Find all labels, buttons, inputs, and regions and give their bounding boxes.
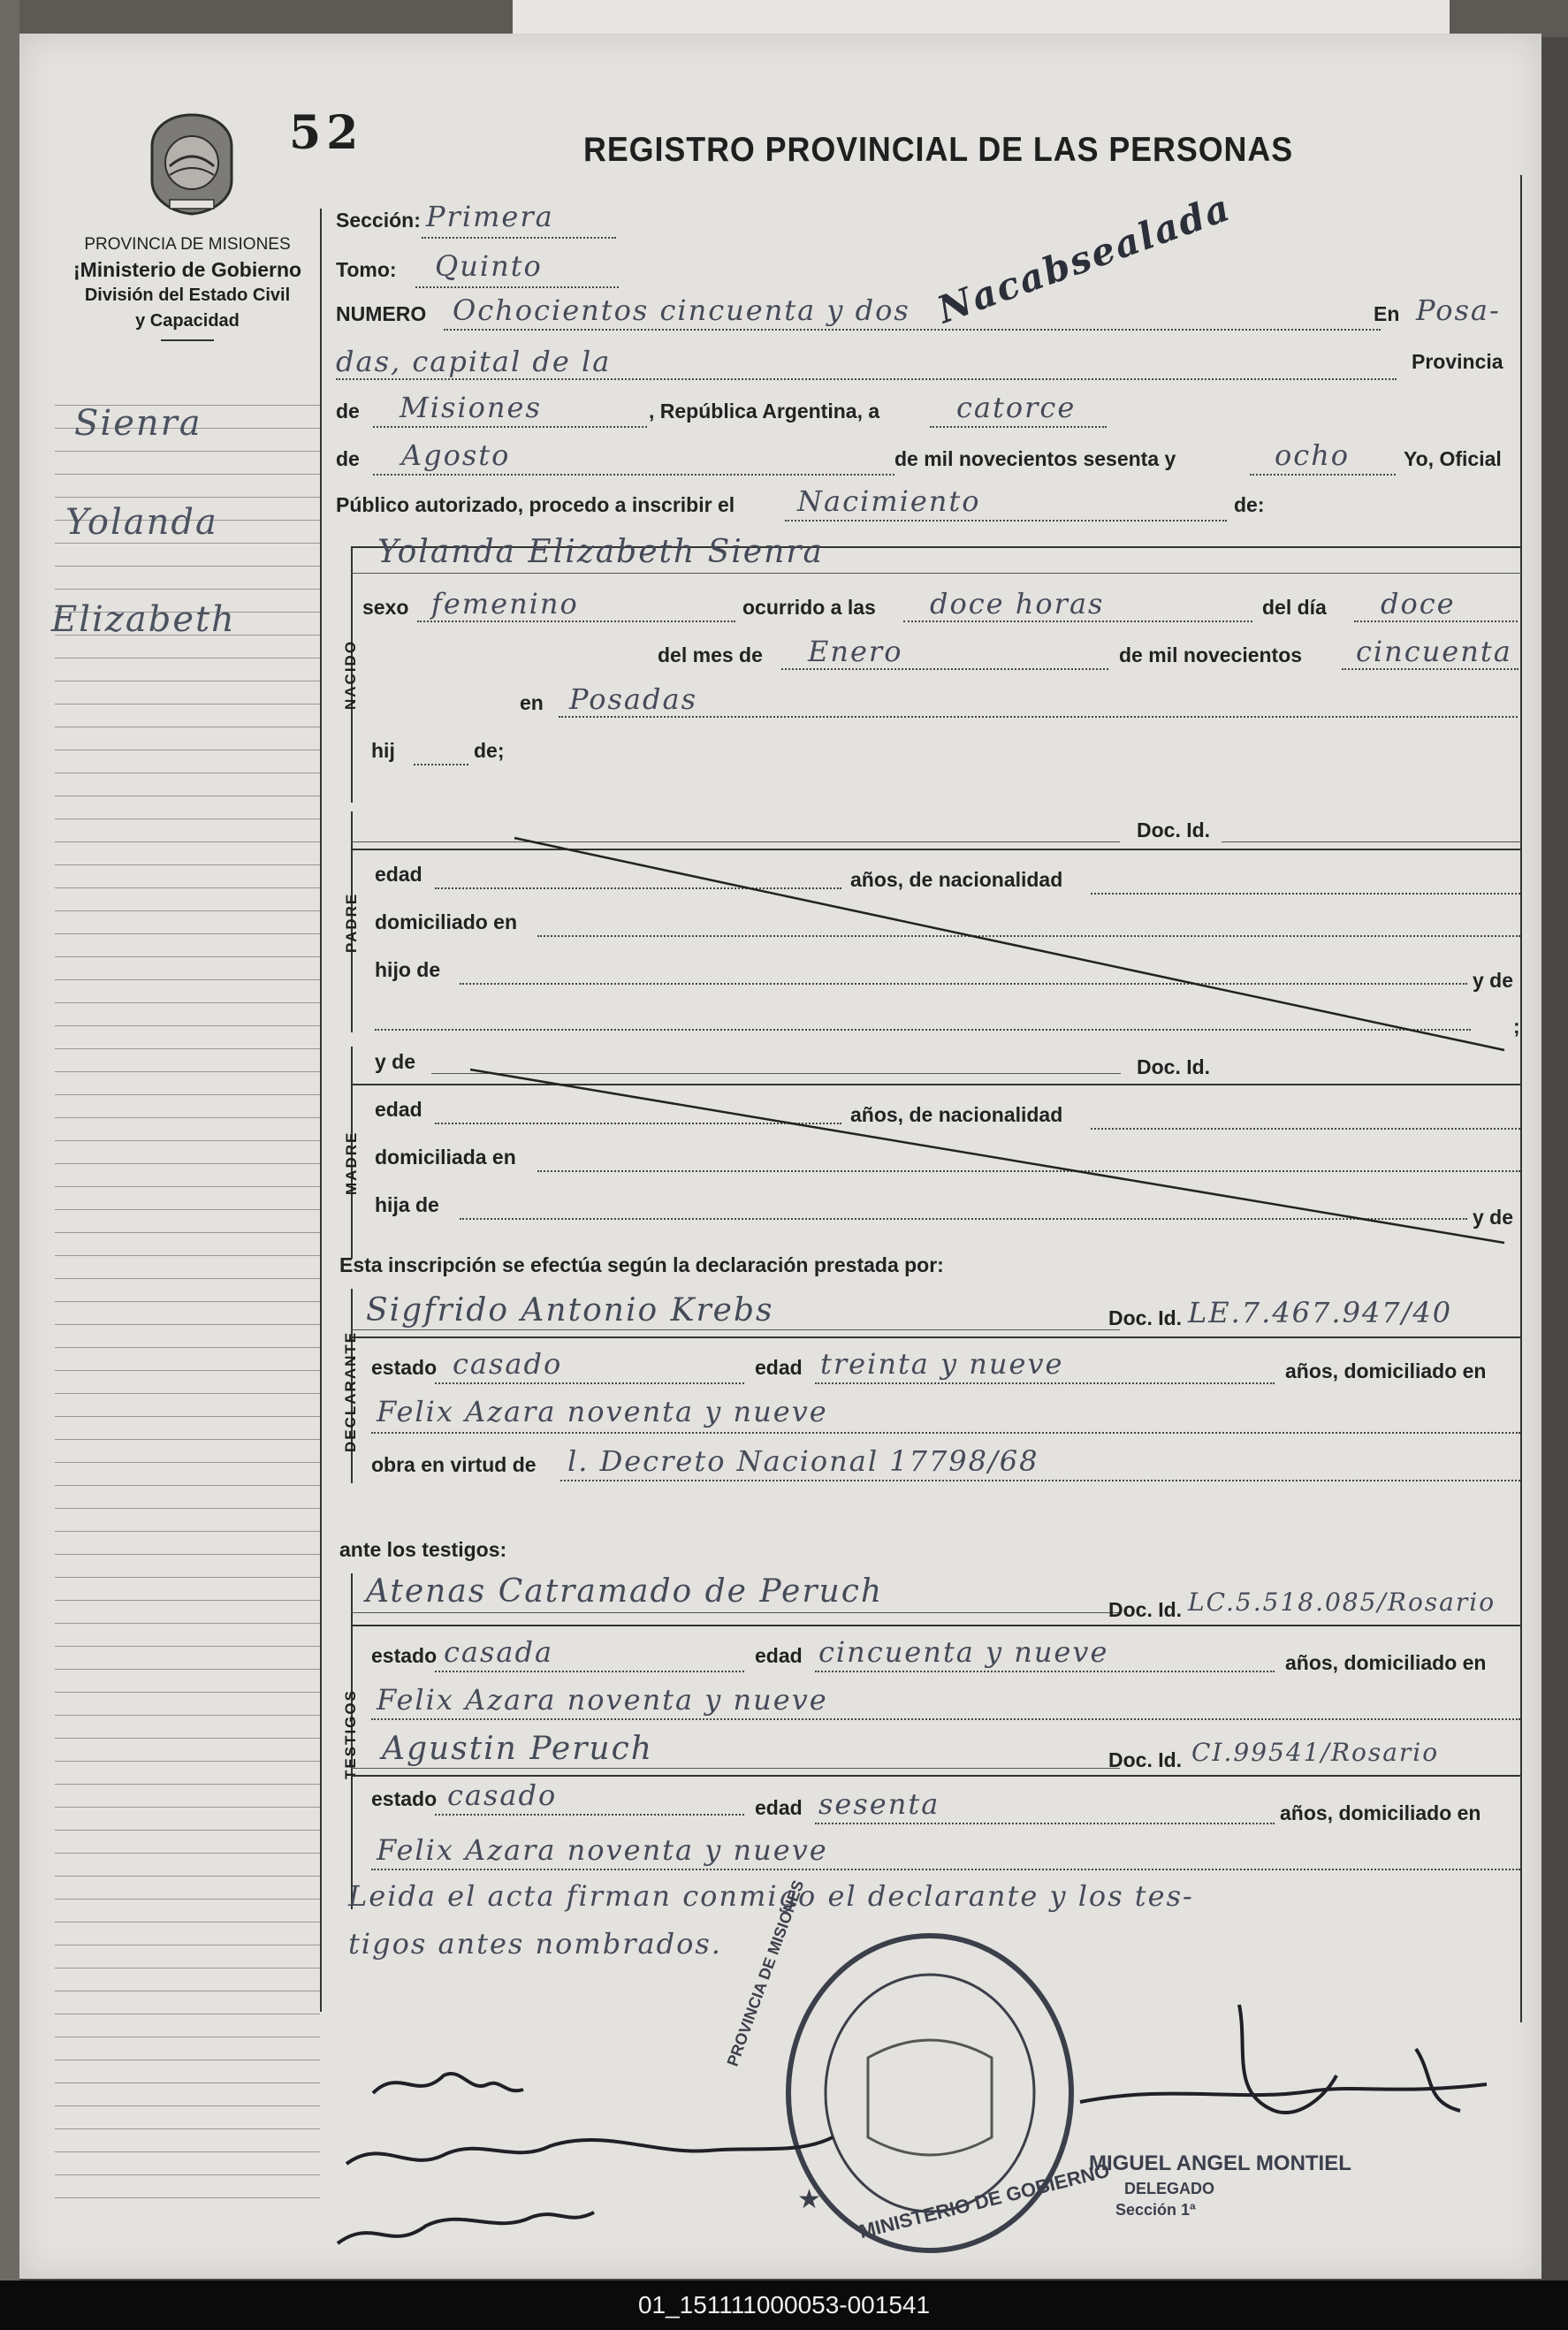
- obra-line: [560, 1480, 1520, 1481]
- testigo2-anos-label: años, domiciliado en: [1280, 1801, 1481, 1824]
- declaracion-intro: Esta inscripción se efectúa según la declaración prestada por:: [339, 1253, 944, 1276]
- testigo2-estado-label: estado: [371, 1787, 438, 1810]
- margin-given-name-2: Elizabeth: [51, 599, 236, 640]
- padre-nacionalidad-label: años, de nacionalidad: [850, 868, 1063, 891]
- republica-label: , República Argentina, a: [649, 400, 880, 423]
- testigo1-estado-line: [435, 1671, 744, 1672]
- testigo1-domicilio-line: [371, 1718, 1520, 1720]
- testigos-intro: ante los testigos:: [339, 1538, 507, 1561]
- nacido-mil-label: de mil novecientos: [1119, 643, 1303, 666]
- testigo2-domicilio-line: [371, 1869, 1520, 1870]
- nacido-anio-value: cincuenta: [1356, 635, 1512, 668]
- nacido-mes-value: Enero: [808, 635, 903, 668]
- testigo1-estado-label: estado: [371, 1644, 438, 1667]
- padre-semicolon: ;: [1513, 1015, 1520, 1038]
- declarante-edad-line: [815, 1382, 1275, 1384]
- declarante-section-label: DECLARANTE: [342, 1330, 359, 1452]
- lugar-value: Posadas: [569, 682, 697, 716]
- nacido-dia-value: doce: [1381, 587, 1456, 621]
- margin-annotation: Nacabsealada: [932, 185, 1237, 332]
- del-mes-label: del mes de: [658, 643, 763, 666]
- de-label: de: [336, 400, 360, 423]
- ministry-line-2: ¡Ministerio de Gobierno: [72, 258, 302, 281]
- declarante-name: Sigfrido Antonio Krebs: [366, 1292, 774, 1329]
- mil-label: de mil novecientos sesenta y: [894, 447, 1176, 470]
- city-value-part1: Posa-: [1416, 293, 1501, 327]
- closing-line-1: Leida el acta firman conmigo el declarante y los tes-: [348, 1879, 1194, 1913]
- declarante-edad-label: edad: [755, 1356, 803, 1379]
- declarante-domicilio-line: [371, 1432, 1520, 1434]
- padre-doc-label: Doc. Id.: [1137, 819, 1211, 841]
- scanner-background-top: [0, 0, 1568, 37]
- register-page: [19, 34, 1541, 2279]
- hij-label: hij: [371, 739, 395, 762]
- seccion-label: Sección:: [336, 209, 421, 232]
- witness-signatures: [338, 2058, 886, 2288]
- testigo1-name-line: [351, 1612, 1120, 1613]
- declarante-edad-value: treinta y nueve: [820, 1347, 1064, 1381]
- obra-label: obra en virtud de: [371, 1453, 537, 1476]
- declarante-domicilio-value: Felix Azara noventa y nueve: [377, 1395, 828, 1428]
- madre-doc-label: Doc. Id.: [1137, 1055, 1211, 1078]
- padre-section-label: PADRE: [343, 892, 360, 953]
- official-signature: [1062, 1978, 1522, 2155]
- declarante-doc-value: LE.7.467.947/40: [1188, 1296, 1453, 1329]
- padre-domicilio-label: domiciliado en: [375, 910, 518, 933]
- madre-edad-label: edad: [375, 1098, 422, 1121]
- de-mes-label: de: [336, 447, 360, 470]
- del-dia-label: del día: [1262, 596, 1327, 619]
- declarante-estado-value: casado: [453, 1347, 563, 1381]
- testigo1-edad-label: edad: [755, 1644, 803, 1667]
- testigo1-edad-line: [815, 1671, 1275, 1672]
- page-title: REGISTRO PROVINCIAL DE LAS PERSONAS: [583, 131, 1294, 169]
- tomo-value: Quinto: [435, 249, 543, 283]
- testigo2-edad-line: [815, 1823, 1275, 1824]
- padre-edad-label: edad: [375, 863, 422, 886]
- svg-text:★: ★: [797, 2185, 821, 2214]
- fecha-anio-value: ocho: [1275, 438, 1351, 472]
- folio-number: 52: [289, 106, 364, 160]
- ministry-line-3: División del Estado Civil: [84, 286, 291, 305]
- fecha-mes-value: Agosto: [401, 438, 511, 472]
- seccion-value: Primera: [426, 200, 554, 233]
- padre-y-de-label: y de: [1473, 969, 1514, 992]
- oficial-label: Yo, Oficial: [1404, 447, 1502, 470]
- fecha-dia-value: catorce: [956, 391, 1077, 424]
- testigos-section-label: TESTIGOS: [342, 1689, 359, 1779]
- testigo2-domicilio-value: Felix Azara noventa y nueve: [377, 1833, 828, 1867]
- testigo2-doc-value: CI.99541/Rosario: [1191, 1738, 1440, 1767]
- next-page-edge: [513, 0, 1450, 35]
- tomo-label: Tomo:: [336, 258, 397, 281]
- sexo-label: sexo: [362, 596, 409, 619]
- testigo2-edad-label: edad: [755, 1796, 803, 1819]
- official-name: MIGUEL ANGEL MONTIEL: [1089, 2151, 1351, 2175]
- testigo1-doc-value: LC.5.518.085/Rosario: [1188, 1588, 1496, 1617]
- testigo1-domicilio-value: Felix Azara noventa y nueve: [377, 1683, 828, 1717]
- nacido-en-label: en: [520, 691, 544, 714]
- publico-label: Público autorizado, procedo a inscribir el: [336, 493, 735, 516]
- declarante-doc-label: Doc. Id.: [1108, 1306, 1183, 1329]
- svg-text:MINISTERIO DE GOBIERNO: MINISTERIO DE GOBIERNO: [856, 2159, 1112, 2243]
- testigo1-anos-label: años, domiciliado en: [1285, 1651, 1487, 1674]
- testigo2-name: Agustin Peruch: [382, 1731, 653, 1767]
- ministry-line-1: PROVINCIA DE MISIONES: [84, 235, 291, 254]
- madre-domicilio-label: domiciliada en: [375, 1146, 516, 1169]
- closing-line-2: tigos antes nombrados.: [348, 1927, 722, 1961]
- testigo1-doc-label: Doc. Id.: [1108, 1598, 1183, 1621]
- acto-value: Nacimiento: [797, 484, 981, 518]
- padre-hijo-label: hijo de: [375, 958, 441, 981]
- testigo1-top-rule: [351, 1625, 1522, 1626]
- madre-y-de2-label: y de: [1473, 1206, 1514, 1229]
- declarante-anos-label: años, domiciliado en: [1285, 1359, 1487, 1382]
- testigo2-name-line: [351, 1768, 1120, 1769]
- image-caption: 01_151111000053-001541: [0, 2281, 1568, 2330]
- declarante-top-rule: [351, 1336, 1522, 1338]
- declarante-estado-label: estado: [371, 1356, 438, 1379]
- nacido-section-label: NACIDO: [342, 639, 359, 710]
- ocurrido-label: ocurrido a las: [742, 596, 876, 619]
- margin-surname: Sienra: [74, 403, 202, 444]
- official-title: DELEGADO: [1124, 2180, 1215, 2197]
- testigo1-estado-value: casada: [444, 1635, 554, 1669]
- testigo2-doc-label: Doc. Id.: [1108, 1748, 1183, 1771]
- book-spine-edge: [0, 0, 19, 2281]
- declarante-name-line: [351, 1329, 1120, 1330]
- madre-hija-label: hija de: [375, 1193, 439, 1216]
- testigo2-estado-value: casado: [447, 1778, 558, 1812]
- declarante-estado-line: [435, 1382, 744, 1384]
- city-value-part2: das, capital de la: [336, 345, 612, 378]
- official-section: Sección 1ª: [1115, 2201, 1196, 2219]
- madre-nacionalidad-label: años, de nacionalidad: [850, 1103, 1063, 1126]
- testigo1-edad-value: cincuenta y nueve: [818, 1635, 1109, 1669]
- provincia-value: Misiones: [400, 391, 542, 424]
- svg-text:PROVINCIA DE MISIONES: PROVINCIA DE MISIONES: [723, 1877, 808, 2069]
- testigo2-top-rule: [351, 1775, 1522, 1777]
- hij-de-label: de;: [474, 739, 505, 762]
- margin-given-name-1: Yolanda: [65, 502, 218, 543]
- nacido-full-name: Yolanda Elizabeth Sienra: [377, 534, 824, 570]
- provincia-label: Provincia: [1412, 350, 1503, 373]
- en-label: En: [1374, 302, 1400, 325]
- obra-value: l. Decreto Nacional 17798/68: [567, 1444, 1039, 1478]
- hora-value: doce horas: [930, 587, 1105, 621]
- sexo-value: femenino: [431, 587, 579, 621]
- madre-y-de-label: y de: [375, 1050, 416, 1073]
- numero-label: NUMERO: [336, 302, 427, 325]
- testigo1-name: Atenas Catramado de Peruch: [366, 1573, 884, 1610]
- madre-section-label: MADRE: [343, 1131, 360, 1195]
- ministry-line-4: y Capacidad: [135, 311, 240, 331]
- numero-value: Ochocientos cincuenta y dos: [453, 293, 910, 327]
- testigo2-edad-value: sesenta: [818, 1787, 940, 1821]
- testigo2-estado-line: [435, 1814, 744, 1816]
- de-dos-puntos-label: de:: [1234, 493, 1265, 516]
